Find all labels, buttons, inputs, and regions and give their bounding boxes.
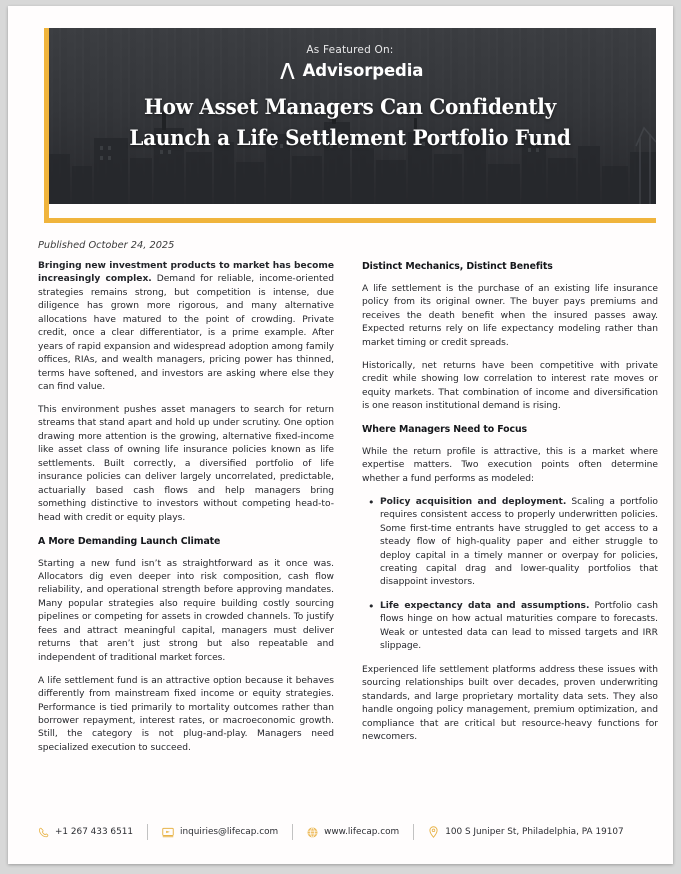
paragraph-environment: This environment pushes asset managers to search for return streams that stand apart and hold up under scrutiny. One option drawing more attention is the growing, alternative fixed-income like asset class of owning life insurance policies known as life settlements. Built correctly, a diversified portfolio of life insurance policies can deliver largely uncorrelated, predictable, actuarially based cash flows and help managers bring something distinctive to investors without competing head-to-head with credit or equity plays.: [38, 405, 334, 523]
footer-phone[interactable]: [38, 827, 133, 838]
accent-bar-vertical: [44, 28, 49, 204]
footer-phone-text: +1 267 433 6511: [55, 827, 134, 837]
footer-divider: [147, 824, 148, 840]
list-item: [380, 600, 658, 654]
section-heading-launch-climate: A More Demanding Launch Climate: [38, 535, 221, 547]
right-column: [362, 260, 658, 808]
paragraph-experienced-platforms: Experienced life settlement platforms address these issues with sourcing relationships built over decades, proven underwriting standards, and large proprietary mortality data sets. They also handle ongoing policy management, premium optimization, and compliance that are critical but resource-heavy functions for newcomers.: [362, 664, 658, 742]
footer-address-text: 100 S Juniper St, Philadelphia, PA 19107: [445, 827, 624, 837]
email-icon: [162, 827, 174, 838]
intro-body: Demand for reliable, income-oriented strategies remains strong, but competition is intense, due diligence has grown more rigorous, and many alternative allocations have matured to the point of crowding. Private credit, once a clear differentiator, is a prime example. After years of rapid expansion and widespread adoption among family offices, RIAs, and wealth managers, pricing power has thinned, terms have softened, and investors are asking where else they can find value.: [38, 274, 334, 393]
paragraph-starting-fund: Starting a new fund isn’t as straightforward as it once was. Allocators dig even deeper into risk composition, cash flow reliability, and operational strength before approving mandates. Many popular strategies also require building costly sourcing pipelines or competing for assets in crowded channels. To justify fees and attract meaningful capital, managers must deliver returns that aren’t just strong but also repeatable and independent of traditional market forces.: [38, 558, 334, 663]
footer-email-text: inquiries@lifecap.com: [180, 827, 279, 837]
article-body: [38, 260, 658, 808]
phone-icon: [38, 827, 49, 838]
footer-website[interactable]: [307, 827, 399, 838]
footer-divider: [413, 824, 414, 840]
as-featured-on-label: As Featured On:: [306, 44, 394, 56]
paragraph-definition: A life settlement is the purchase of an existing life insurance policy from its original owner. The buyer pays premiums and receives the death benefit when the insured passes away. Expected returns rely on life expectancy modeling rather than market timing or credit spreads.: [362, 283, 658, 348]
advisorpedia-brand-name: Advisorpedia: [302, 61, 424, 80]
globe-icon: [307, 827, 318, 838]
hero-content: [44, 28, 656, 154]
left-column: [38, 260, 334, 808]
footer-divider: [292, 824, 293, 840]
paragraph-historical-returns: Historically, net returns have been competitive with private credit while showing low correlation to interest rate moves or equity markets. That combination of income and diversification is one reason institutional demand is rising.: [362, 360, 658, 412]
hero-banner: [36, 28, 656, 224]
footer-email[interactable]: [162, 827, 278, 838]
published-date: Published October 24, 2025: [38, 240, 175, 251]
paragraph-execution-points: While the return profile is attractive, this is a market where expertise matters. Two execution points often determine whether a fund performs as modeled:: [362, 446, 658, 484]
paragraph-intro: [38, 260, 334, 395]
section-heading-where-managers-focus: Where Managers Need to Focus: [362, 423, 528, 435]
bullet-lead: Life expectancy data and assumptions.: [380, 600, 590, 611]
location-pin-icon: [428, 826, 439, 838]
footer-website-text: www.lifecap.com: [324, 827, 400, 837]
hero-image: [44, 28, 656, 204]
footer-address[interactable]: [428, 826, 624, 838]
bullet-lead: Policy acquisition and deployment.: [380, 496, 567, 507]
document-page: [8, 6, 673, 864]
bullet-body: Scaling a portfolio requires consistent access to properly underwritten policies. Some first-time entrants have struggled to get access to a steady flow of high-quality paper and either struggle to deploy capital in a timely manner or overpay for policies, creating capital drag and lower-quality portfolios that disappoint investors.: [380, 496, 658, 588]
accent-bar-underline: [44, 218, 656, 223]
intro-lead-bold: Bringing new investment products to market has become increasingly complex.: [38, 261, 334, 285]
list-item: [380, 496, 658, 590]
bullet-body: Portfolio cash flows hinge on how actual maturities compare to forecasts. Weak or untested data can lead to missed targets and IRR slippage.: [380, 600, 658, 652]
paragraph-attractive-option: A life settlement fund is an attractive option because it behaves differently from mainstream fixed income or equity strategies. Performance is tied primarily to mortality outcomes rather than borrower repayment, interest rates, or macroeconomic growth. Still, the category is not plug-and-play. Managers need specialized execution to succeed.: [38, 675, 334, 753]
advisorpedia-logo-icon: [277, 62, 297, 80]
advisorpedia-brand: [44, 61, 656, 80]
contact-footer: [38, 824, 658, 840]
execution-points-list: [362, 496, 658, 654]
section-heading-distinct-mechanics: Distinct Mechanics, Distinct Benefits: [362, 261, 553, 272]
page-title: How Asset Managers Can Confidently Launch a Life Settlement Portfolio Fund: [129, 95, 571, 151]
